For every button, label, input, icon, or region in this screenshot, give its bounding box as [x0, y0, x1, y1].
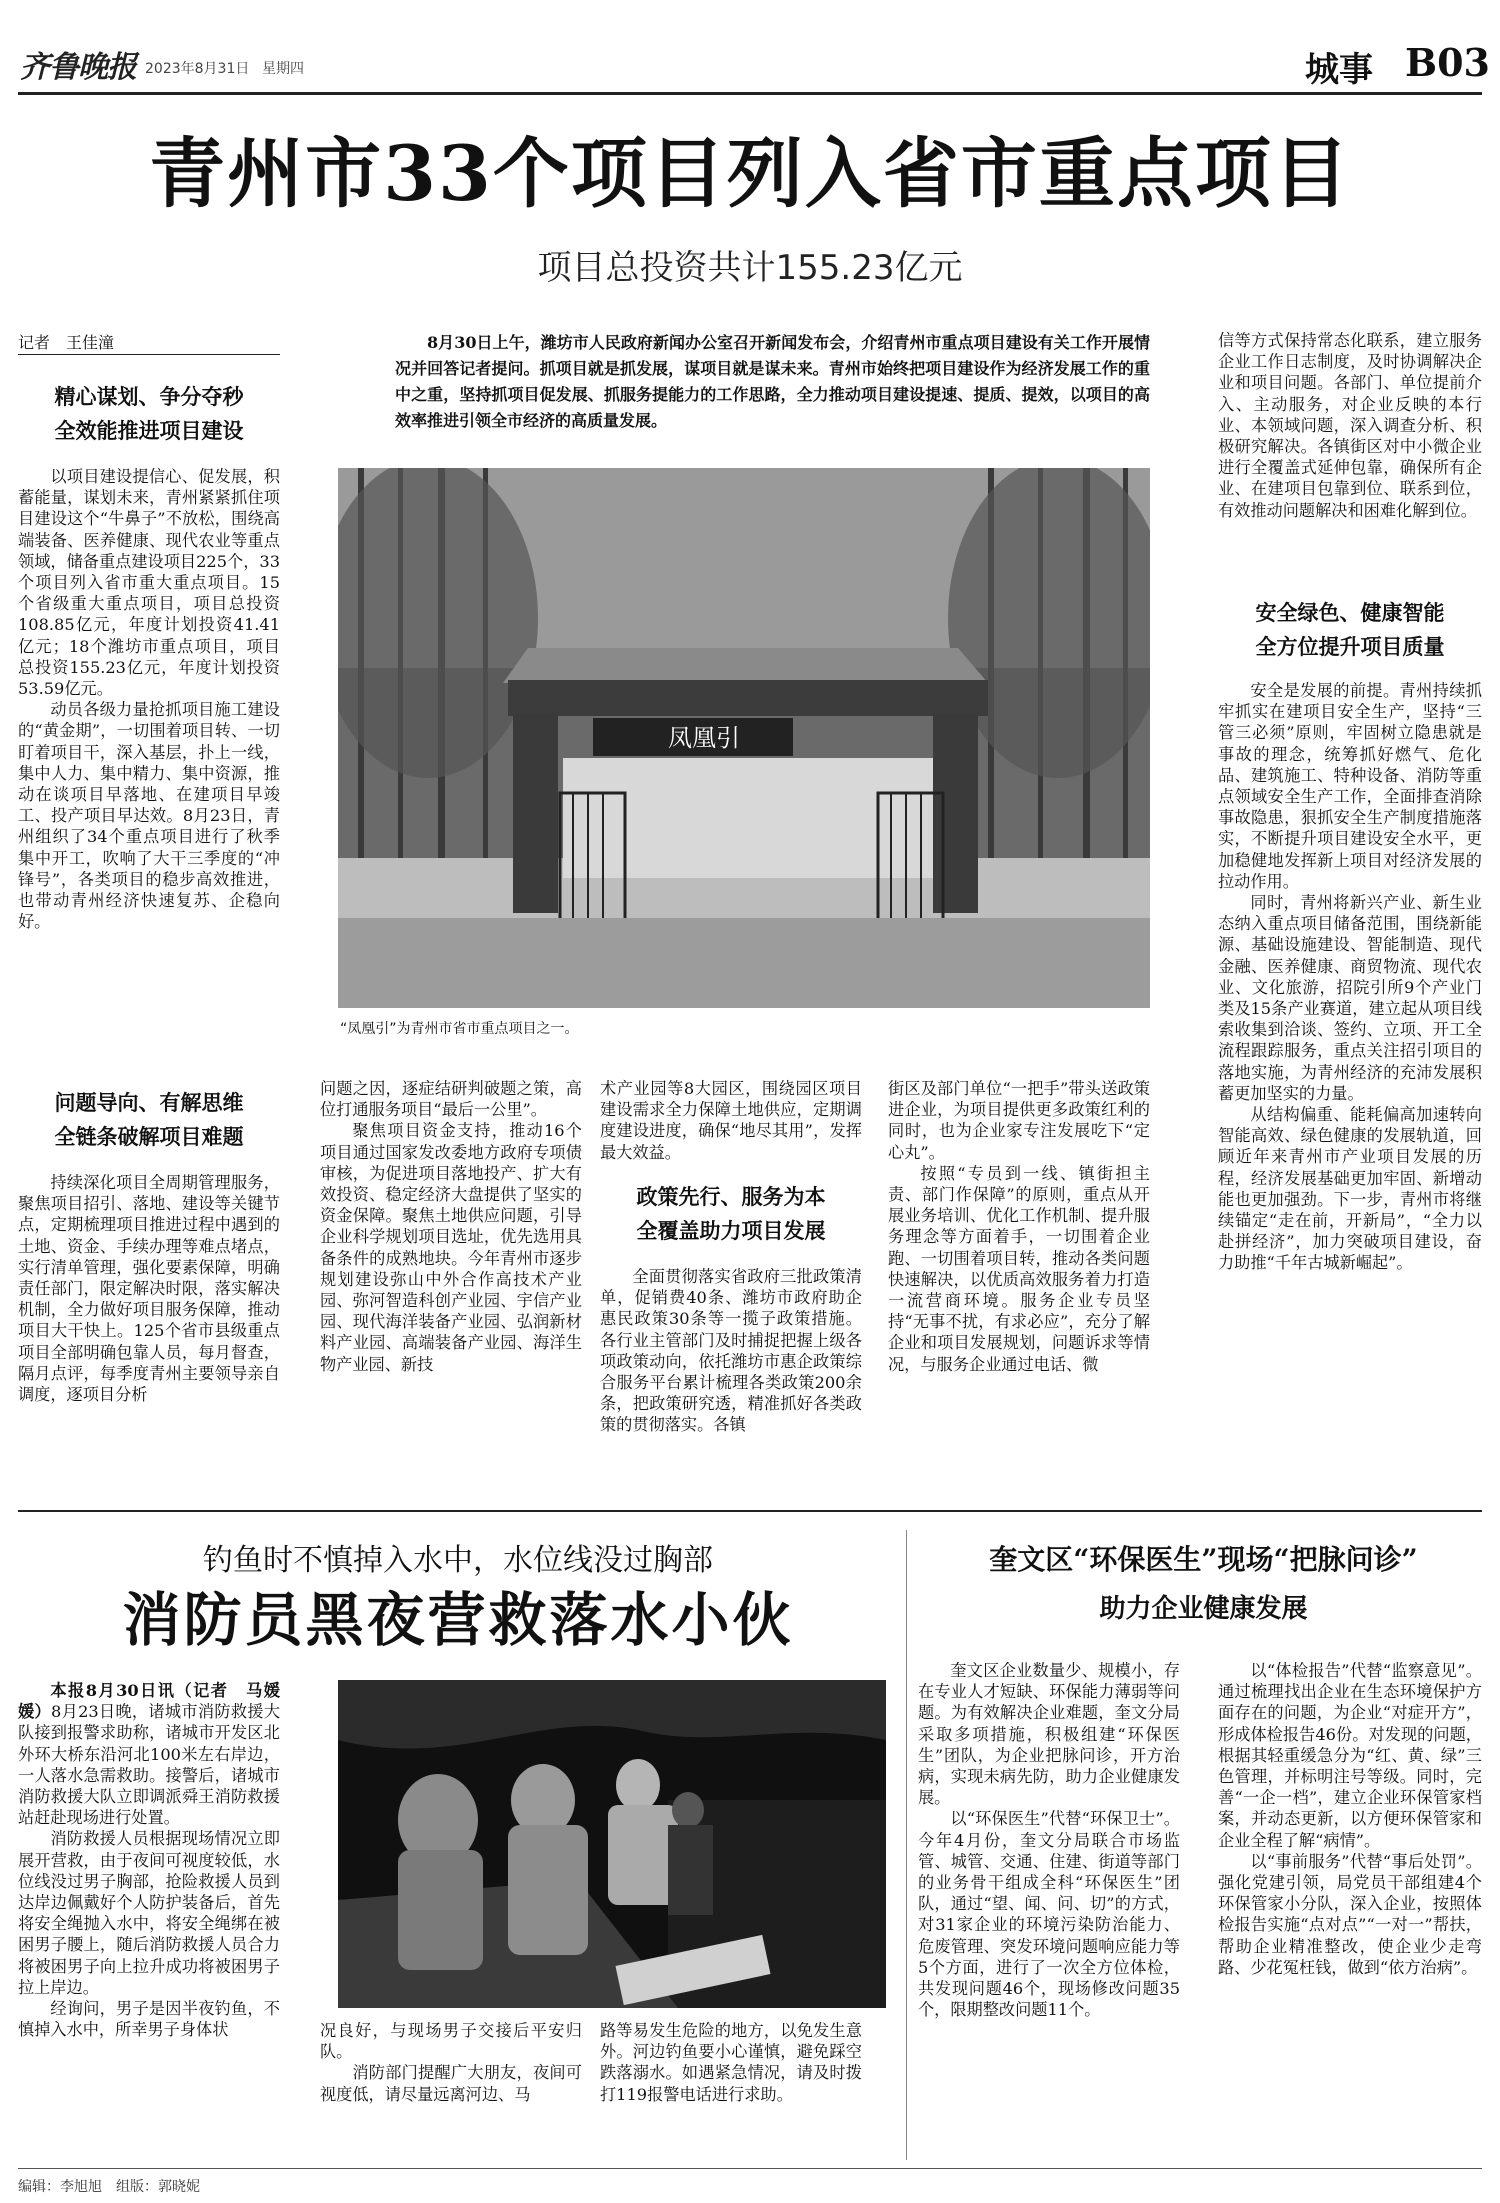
section-name: 城事: [1305, 50, 1373, 90]
section1-body: 以项目建设提信心、促发展，积蓄能量，谋划未来，青州紧紧抓住项目建设这个“牛鼻子”不放松，围绕高端装备、医养健康、现代农业等重点领域，储备重点建设项目225个，33个项目列入省市重大重点项目。15个省级重大重点项目，项目总投资108.85亿元，年度计划投资41.41亿元；18个潍坊市重点项目，项目总投资155.23亿元，年度计划投资53.59亿元。 动员各级力量抢抓项目施工建设的“黄金期”，一切围着项目转、一切盯着项目干，深入基层，扑上一线，集中人力、集中精力、集中资源，推动在谈项目早落地、在建项目早竣工、投产项目早达效。8月23日，青州组织了34个重点项目进行了秋季集中开工，吹响了大干三季度的“冲锋号”，各类项目的稳步高效推进，也带动青州经济快速复苏、企稳向好。: [18, 467, 280, 932]
gate-photo: [338, 468, 1150, 1008]
section4-body: 安全是发展的前提。青州持续抓牢抓实在建项目安全生产，坚持“三管三必须”原则，牢固树立隐患就是事故的理念，统筹抓好燃气、危化品、建筑施工、特种设备、消防等重点领域安全生产工作，全面排查消除事故隐患，狠抓安全生产制度措施落实，不断提升项目建设安全水平，更加稳健地发挥新上项目对经济发展的拉动作用。 同时，青州将新兴产业、新生业态纳入重点项目储备范围，围绕新能源、基础设施建设、智能制造、现代金融、医养健康、商贸物流、现代农业、文化旅游，招院引所9个产业门类及15条产业赛道，建立起从项目线索收集到洽谈、签约、立项、开工全流程跟踪服务，重点关注招引项目的落地实施，为青州经济的充沛发展积蓄更加坚实的力量。 从结构偏重、能耗偏高加速转向智能高效、绿色健康的发展轨道，回顾近年来青州市产业项目发展的历程，经济发展基础更加牢固、新增动能也更加强劲。下一步，青州市将继续锚定“走在前，开新局”，“全力以赴拼经济”，加力突破项目建设，奋力助推“千年古城新崛起”。: [1218, 681, 1482, 1273]
kuiwen-headline: 奎文区“环保医生”现场“把脉问诊”: [989, 1543, 1418, 1576]
lead-col3: 术产业园等8大园区，围绕园区项目建设需求全力保障土地供应，定期调度建设进度，确保“地尽其用”，发挥最大效益。: [600, 1079, 862, 1162]
gate-sign: 凤凰引: [668, 724, 740, 752]
masthead-logo: 齐鲁晚报: [20, 50, 136, 85]
lead-intro: 8月30日上午，潍坊市人民政府新闻办公室召开新闻发布会，介绍青州市重点项目建设有关工作开展情况并回答记者提问。抓项目就是抓发展，谋项目就是谋未来。青州市始终把项目建设作为经济发展工作的重中之重，坚持抓项目促发展、抓服务提能力的工作思路，全力推动项目建设提速、提质、提效，以项目的高效率推进引领全市经济的高质量发展。: [395, 333, 1150, 430]
section4-title: 安全绿色、健康智能 全方位提升项目质量: [1255, 601, 1445, 659]
kuiwen-col1: 奎文区企业数量少、规模小，存在专业人才短缺、环保能力薄弱等问题。为有效解决企业难题，奎文分局采取多项措施，积极组建“环保医生”团队，为企业把脉问诊，开方治病，实现未病先防，助力企业健康发展。 以“环保医生”代替“环保卫士”。今年4月份，奎文分局联合市场监管、城管、交通、住建、街道等部门的业务骨干组成全科“环保医生”团队，通过“望、闻、问、切”的方式，对31家企业的环境污染防治能力、危废管理、突发环境问题响应能力等5个方面，进行了一次全方位体检，共发现问题46个，现场修改问题35个，限期整改问题11个。: [918, 1661, 1180, 2020]
byline-rule: [18, 354, 280, 355]
lead-col5: 信等方式保持常态化联系，建立服务企业工作日志制度，及时协调解决企业和项目问题。各部门、单位提前介入、主动服务，对企业反映的本行业、本领域问题，深入调查分析、积极研究解决。各镇街区对中小微企业进行全覆盖式延伸包靠，确保所有企业、在建项目包靠到位、联系到位，有效推动问题解决和困难化解到位。: [1218, 331, 1482, 520]
rescue-dateline: 本报8月30日讯（记者 马媛媛）: [18, 1681, 280, 1722]
section3-body: 全面贯彻落实省政府三批政策清单，促销费40条、潍坊市政府助企惠民政策30条等一揽子政策措施。各行业主管部门及时捕捉把握上级各项政策动向，依托潍坊市惠企政策综合服务平台累计梳理各类政策200余条，把政策研究透，精准抓好各类政策的贯彻落实。各镇: [600, 1267, 862, 1435]
subheadline: 项目总投资共计155.23亿元: [537, 248, 963, 288]
page-number: B03: [1405, 40, 1490, 85]
headline: 青州市33个项目列入省市重点项目: [149, 129, 1351, 218]
footer-rule: [18, 2168, 1482, 2169]
column-separator: [906, 1530, 907, 2160]
rescue-photo: [338, 1680, 886, 2008]
kuiwen-subheadline: 助力企业健康发展: [1099, 1594, 1308, 1624]
rescue-col1: 本报8月30日讯（记者 马媛媛）8月23日晚，诸城市消防救援大队接到报警求助称，诸城市开发区北外环大桥东沿河北100米左右岸边，一人落水急需救助。接警后，诸城市消防救援大队立即调派舜王消防救援站赶赴现场进行处置。 消防救援人员根据现场情况立即展开营救，由于夜间可视度较低，水位线没过男子胸部，抢险救援人员到达岸边佩戴好个人防护装备后，首先将安全绳抛入水中，将安全绳绑在被困男子腰上，随后消防救援人员合力将被困男子向上拉升成功将被困男子拉上岸边。 经询问，男子是因半夜钓鱼，不慎掉入水中，所幸男子身体状: [18, 1681, 280, 2040]
issue-weekday: 星期四: [262, 61, 304, 77]
section2-body: 持续深化项目全周期管理服务，聚焦项目招引、落地、建设等关键节点，定期梳理项目推进过程中遇到的土地、资金、手续办理等难点堵点，实行清单管理，强化要素保障，明确责任部门，限定解决时限，落实解决机制，全力做好项目服务保障，推动项目大干快上。125个省市县级重点项目全部明确包靠人员，每月督查，隔月点评，每季度青州主要领导亲自调度，逐项目分析: [18, 1173, 280, 1405]
byline: 记者 王佳潼: [18, 333, 115, 352]
issue-date: 2023年8月31日: [145, 61, 250, 77]
section1-title: 精心谋划、争分夺秒 全效能推进项目建设: [54, 385, 244, 443]
lead-col4: 街区及部门单位“一把手”带头送政策进企业，为项目提供更多政策红利的同时，也为企业家专注发展吃下“定心丸”。 按照“专员到一线、镇街担主责、部门作保障”的原则，重点从开展业务培训、优化工作机制、提升服务理念等方面着手，一切围着企业跑、一切围着项目转，推动各类问题快速解决，以优质高效服务着力打造一流营商环境。服务企业专员坚持“无事不扰，有求必应”，充分了解企业和项目发展规划，问题诉求等情况，与服务企业通过电话、微: [888, 1079, 1150, 1374]
header-rule: [18, 92, 1482, 95]
section3-title: 政策先行、服务为本 全覆盖助力项目发展: [636, 1185, 826, 1243]
rescue-col3: 路等易发生危险的地方，以免发生意外。河边钓鱼要小心谨慎，避免踩空跌落溺水。如遇紧急情况，请及时拨打119报警电话进行求助。: [600, 2021, 862, 2104]
footer-credits: 编辑：李旭旭 组版：郭晓妮: [18, 2179, 200, 2195]
section-divider: [18, 1510, 1482, 1512]
rescue-kicker: 钓鱼时不慎掉入水中，水位线没过胸部: [203, 1543, 713, 1578]
rescue-headline: 消防员黑夜营救落水小伙: [122, 1586, 794, 1654]
rescue-col2: 况良好，与现场男子交接后平安归队。 消防部门提醒广大朋友，夜间可视度低，请尽量远离河边、马: [320, 2021, 582, 2104]
lead-col2: 问题之因，逐症结研判破题之策，高位打通服务项目“最后一公里”。 聚焦项目资金支持，推动16个项目通过国家发改委地方政府专项债审核，为促进项目落地投产、扩大有效投资、稳定经济大盘提供了坚实的资金保障。聚焦土地供应问题，引导企业科学规划项目选址，优先选用具备条件的成熟地块。今年青州市逐步规划建设弥山中外合作高技术产业园、弥河智造科创产业园、宇信产业园、现代海洋装备产业园、弘润新材料产业园、高端装备产业园、海洋生物产业园、新技: [320, 1079, 582, 1374]
section2-title: 问题导向、有解思维 全链条破解项目难题: [54, 1091, 244, 1149]
gate-illustration: [338, 468, 1150, 1008]
rescue-illustration: [338, 1680, 886, 2008]
photo-caption: “凤凰引”为青州市省市重点项目之一。: [340, 1021, 579, 1037]
kuiwen-col2: 以“体检报告”代替“监察意见”。通过梳理找出企业在生态环境保护方面存在的问题，为企业“对症开方”，形成体检报告46份。对发现的问题，根据其轻重缓急分为“红、黄、绿”三色管理，并标明注号等级。同时，完善“一企一档”，建立企业环保管家档案，并动态更新，以方便环保管家和企业全程了解“病情”。 以“事前服务”代替“事后处罚”。强化党建引领，局党员干部组建4个环保管家小分队，深入企业，按照体检报告实施“点对点”“一对一”帮扶，帮助企业精准整改，使企业少走弯路、少花冤枉钱，做到“依方治病”。: [1218, 1661, 1482, 1977]
